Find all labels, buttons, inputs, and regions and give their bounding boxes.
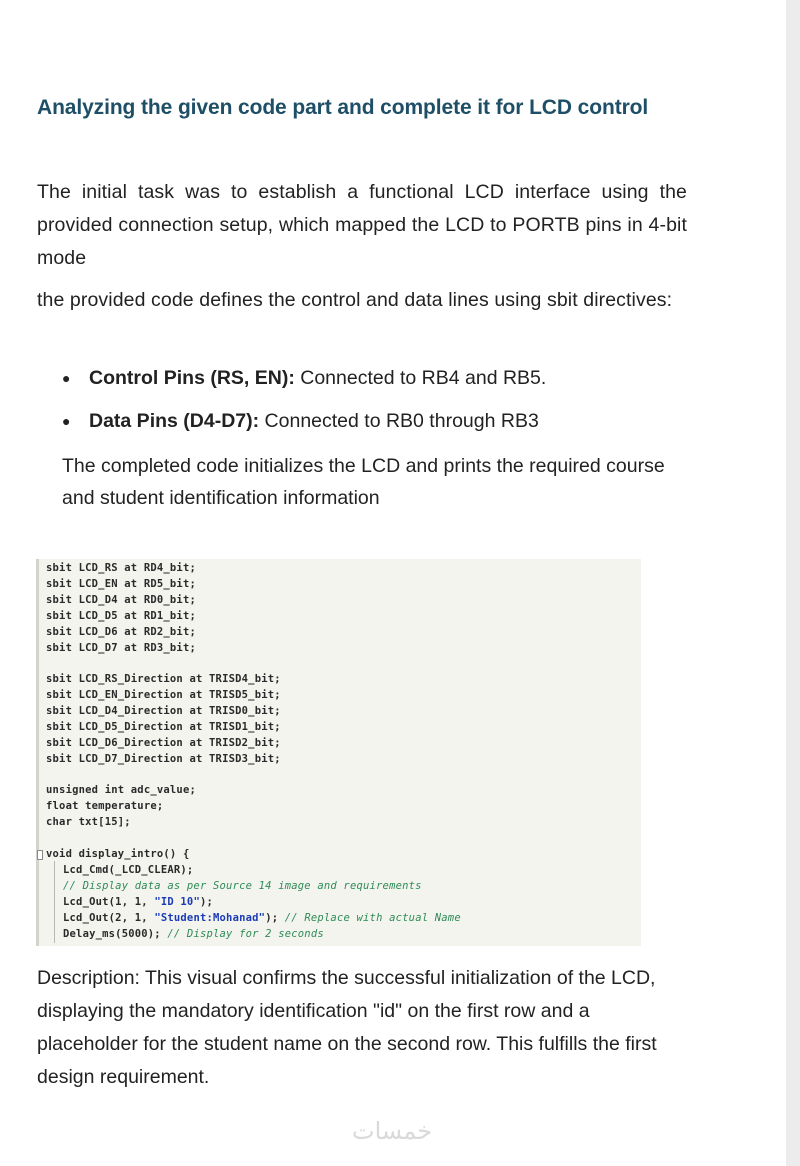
list-item-text: Connected to RB0 through RB3	[259, 410, 539, 432]
code-line: unsigned int adc_value;	[46, 784, 196, 796]
code-token: );	[265, 912, 285, 924]
code-comment: // Replace with actual Name	[284, 912, 461, 924]
code-line: sbit LCD_D7_Direction at TRISD3_bit;	[46, 753, 281, 765]
code-line	[63, 880, 422, 892]
code-line: sbit LCD_D4 at RD0_bit;	[46, 594, 196, 606]
code-line: sbit LCD_EN_Direction at TRISD5_bit;	[46, 689, 281, 701]
scrollbar[interactable]	[786, 0, 800, 1166]
code-line: sbit LCD_D7 at RD3_bit;	[46, 642, 196, 654]
bullet-icon: ●	[62, 370, 71, 386]
watermark-logo: خمسات	[352, 1117, 433, 1145]
code-token: Delay_ms(5000);	[63, 928, 168, 940]
code-line	[63, 928, 324, 940]
paragraph-description: Description: This visual confirms the successful initialization of the LCD, displaying the mandatory identification "id" on the first row and a placeholder for the student name on the second row. This fulfills the first design requirement.	[37, 967, 657, 1088]
list-item-bold: Data Pins (D4-D7):	[89, 410, 260, 432]
code-line: sbit LCD_D5 at RD1_bit;	[46, 610, 196, 622]
pin-list	[62, 362, 702, 448]
code-line	[63, 896, 213, 908]
code-line: sbit LCD_RS_Direction at TRISD4_bit;	[46, 673, 281, 685]
code-comment: // Display data as per Source 14 image and requirements	[63, 880, 422, 892]
code-token: Lcd_Out(2, 1,	[63, 912, 155, 924]
code-gutter	[36, 559, 39, 946]
code-string: "ID 10"	[154, 896, 200, 908]
code-line: sbit LCD_EN at RD5_bit;	[46, 578, 196, 590]
code-line: sbit LCD_D6 at RD2_bit;	[46, 626, 196, 638]
code-string: "Student:Mohanad"	[154, 912, 266, 924]
code-comment: // Display for 2 seconds	[167, 928, 324, 940]
paragraph-completed: The completed code initializes the LCD and prints the required course and student identification information	[62, 455, 665, 509]
list-item	[62, 405, 702, 448]
section-heading: Analyzing the given code part and complete it for LCD control	[37, 96, 649, 119]
bullet-icon: ●	[62, 413, 71, 429]
list-item-bold: Control Pins (RS, EN):	[89, 367, 295, 389]
list-item	[62, 362, 702, 405]
paragraph-intro: The initial task was to establish a functional LCD interface using the provided connection setup, which mapped the LCD to PORTB pins in 4-bit mode	[37, 181, 687, 269]
code-line: void display_intro() {	[46, 848, 190, 860]
code-line: sbit LCD_D5_Direction at TRISD1_bit;	[46, 721, 281, 733]
code-line: sbit LCD_D6_Direction at TRISD2_bit;	[46, 737, 281, 749]
code-token: );	[199, 896, 214, 908]
code-line: sbit LCD_RS at RD4_bit;	[46, 562, 196, 574]
code-line: char txt[15];	[46, 816, 131, 828]
code-line	[63, 912, 461, 924]
code-line: Lcd_Cmd(_LCD_CLEAR);	[63, 864, 194, 876]
paragraph-sbit: the provided code defines the control and data lines using sbit directives:	[37, 289, 673, 311]
code-line: sbit LCD_D4_Direction at TRISD0_bit;	[46, 705, 281, 717]
code-token: Lcd_Out(1, 1,	[63, 896, 155, 908]
code-screenshot	[36, 559, 641, 946]
list-item-text: Connected to RB4 and RB5.	[294, 367, 547, 389]
fold-toggle-icon	[37, 850, 43, 860]
fold-guide	[54, 861, 55, 943]
code-line: float temperature;	[46, 800, 164, 812]
